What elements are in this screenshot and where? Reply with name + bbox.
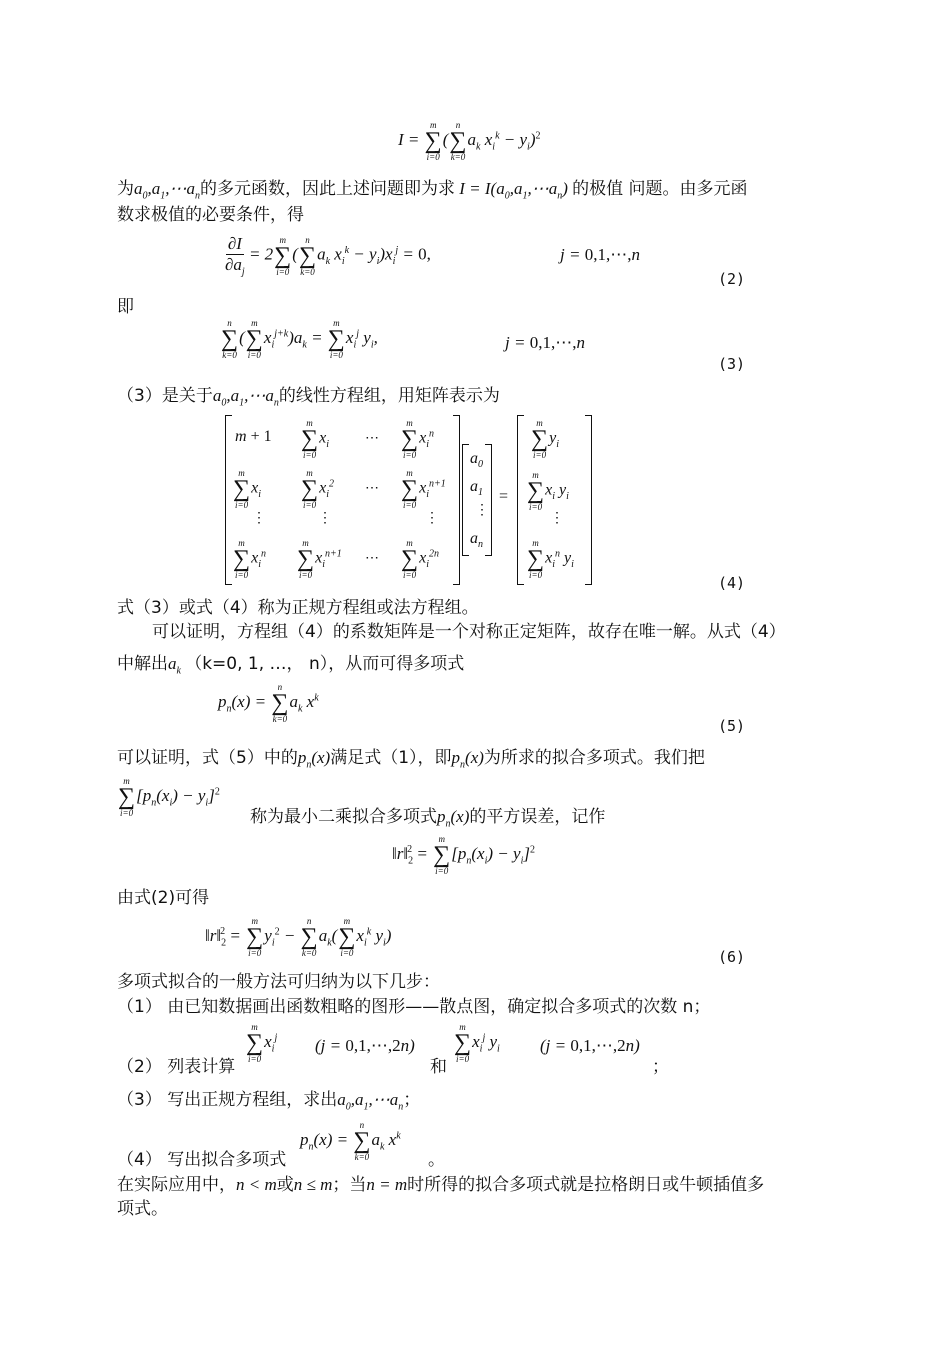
matrix-cell: m ∑ i=0 $x_i$ bbox=[233, 468, 261, 510]
paragraph-last bbox=[117, 1174, 764, 1196]
vector-cell: $a_1$ bbox=[470, 478, 483, 499]
step-4: （4） 写出拟合多项式 bbox=[117, 1150, 287, 1170]
step-4-poly: $p_n(x)$ = n ∑ k=0 $a_k$ $x^k$ bbox=[300, 1120, 401, 1162]
text: 为所求的拟合多项式。我们把 bbox=[483, 748, 705, 768]
equation-number-2: (2) bbox=[718, 270, 746, 288]
inline-math: $p_n(x)$ bbox=[451, 748, 484, 771]
matrix-bracket-left bbox=[225, 415, 232, 585]
text: 的平方误差，记作 bbox=[469, 807, 606, 827]
matrix-cell: m ∑ i=0 $x_i^n$ bbox=[233, 538, 266, 580]
equation-3-range: j = 0,1,⋯,n bbox=[505, 333, 585, 352]
inline-math: n = m bbox=[366, 1175, 408, 1194]
text: 的极值 问题。由多元函 bbox=[572, 179, 748, 199]
vector-cell: m ∑ i=0 $y_i$ bbox=[531, 418, 559, 460]
inline-math: $p_n(x)$ bbox=[437, 807, 470, 830]
text: 称为最小二乘拟合多项式 bbox=[250, 807, 437, 827]
inline-math: $a_0,a_1,\cdots a_n$ bbox=[337, 1090, 404, 1113]
step-2-end: ； bbox=[652, 1057, 669, 1077]
paragraph-9: 多项式拟合的一般方法可归纳为以下几步： bbox=[117, 972, 440, 992]
matrix-equation-4 bbox=[0, 0, 950, 600]
matrix-cell: ⋯ bbox=[365, 481, 379, 496]
equation-number-4: (4) bbox=[718, 574, 746, 592]
step-2-range-1: (j = 0,1,⋯,2n) bbox=[315, 1036, 415, 1055]
matrix-cell: ⋮ bbox=[425, 511, 439, 526]
matrix-cell: ⋮ bbox=[318, 511, 332, 526]
matrix-cell: m + 1 bbox=[235, 428, 272, 445]
paragraph-1-cont: 数求极值的必要条件，得 bbox=[117, 205, 304, 225]
equals-sign: = bbox=[499, 488, 509, 505]
matrix-cell: m ∑ i=0 $x_i^n$ bbox=[401, 418, 434, 460]
equation-2: $\frac{\partial I}{\partial a_j}$ = 2 m ∑ i=0 ( n ∑ k=0 $a_k$ $x_i^k - y_i)x_i^j = 0$, bbox=[225, 234, 431, 278]
matrix-cell: ⋯ bbox=[365, 431, 379, 446]
equation-number-5: (5) bbox=[718, 717, 746, 735]
step-2-range-2: (j = 0,1,⋯,2n) bbox=[540, 1036, 640, 1055]
inline-math: n < m bbox=[236, 1175, 277, 1194]
vector-cell: $a_n$ bbox=[470, 530, 483, 551]
text: 的多元函数，因此上述问题即为求 bbox=[200, 179, 455, 199]
paragraph-5: 可以证明，方程组（4）的系数矩阵是一个对称正定矩阵，故存在唯一解。从式（4） bbox=[152, 622, 786, 642]
matrix-cell: m ∑ i=0 $x_i^{n+1}$ bbox=[297, 538, 342, 580]
equation-5: $p_n(x)$ = n ∑ k=0 $a_k$ $x^k$ bbox=[218, 682, 319, 724]
step-2-sum-1: m ∑ i=0 $x_i^j$ bbox=[246, 1022, 278, 1064]
sum-squared-error: m ∑ i=0 $[p_n(x_i) - y_i]^2$ bbox=[118, 776, 220, 818]
matrix-cell: m ∑ i=0 $x_i^{n+1}$ bbox=[401, 468, 446, 510]
matrix-cell: ⋮ bbox=[252, 511, 266, 526]
text: 在实际应用中， bbox=[117, 1175, 236, 1195]
text: 中解出 bbox=[117, 654, 168, 674]
step-3 bbox=[117, 1089, 420, 1118]
text: 的线性方程组，用矩阵表示为 bbox=[278, 386, 500, 406]
equation-6: $‖r‖_2^2$ = m ∑ i=0 $y_i^2$ − n ∑ k=0 $a_k$( m ∑ i=0 $x_i^k$ $y_i$) bbox=[205, 916, 392, 958]
matrix-cell: m ∑ i=0 $x_i^2$ bbox=[301, 468, 334, 510]
matrix-bracket-right bbox=[453, 415, 460, 585]
inline-math: $a_k$ bbox=[168, 654, 181, 677]
vector-cell: m ∑ i=0 $x_i^n$ $y_i$ bbox=[527, 538, 574, 580]
inline-math: $I = I(a_0,a_1,\cdots a_n)$ bbox=[455, 179, 573, 202]
vector-cell: $a_0$ bbox=[470, 450, 483, 471]
step-2-sum-2: m ∑ i=0 $x_i^j$ $y_i$ bbox=[454, 1022, 500, 1064]
text: 可以证明，式（5）中的 bbox=[117, 748, 298, 768]
text: （3） 写出正规方程组，求出 bbox=[117, 1090, 338, 1110]
paragraph-6 bbox=[117, 747, 705, 776]
equation-number-6: (6) bbox=[718, 948, 746, 966]
equation-I: I = m ∑ i=0 ( n ∑ k=0 $a_k$ $x_i^k - y_i)^2$ bbox=[398, 120, 541, 162]
step-1: （1） 由已知数据画出函数粗略的图形——散点图，确定拟合多项式的次数 n； bbox=[117, 997, 711, 1017]
vector-cell: ⋮ bbox=[475, 503, 489, 518]
inline-math: $a_0,a_1,\cdots a_n$ bbox=[212, 386, 279, 409]
paragraph-7 bbox=[250, 806, 605, 835]
vector-rhs-bracket-left bbox=[517, 415, 524, 585]
inline-math: $a_0,a_1,\cdots a_n$ bbox=[134, 179, 200, 202]
paragraph-last-cont: 项式。 bbox=[117, 1199, 168, 1219]
inline-math: n ≤ m bbox=[293, 1175, 333, 1194]
matrix-cell: m ∑ i=0 $x_i$ bbox=[301, 418, 329, 460]
vector-cell: m ∑ i=0 $x_i$ $y_i$ bbox=[527, 470, 569, 512]
paragraph-4: 式（3）或式（4）称为正规方程组或法方程组。 bbox=[117, 598, 479, 618]
text-ji: 即 bbox=[117, 297, 134, 317]
vector-rhs-bracket-right bbox=[585, 415, 592, 585]
text: 为 bbox=[117, 179, 134, 199]
equation-norm: $‖r‖_2^2$ = m ∑ i=0 $[p_n(x_i) - y_i]^2$ bbox=[392, 834, 535, 876]
vector-a-bracket-left bbox=[462, 444, 469, 556]
text: （3）是关于 bbox=[117, 386, 213, 406]
vector-cell: ⋮ bbox=[550, 511, 564, 526]
equation-2-range: j = 0,1,⋯,n bbox=[560, 245, 640, 264]
vector-a-bracket-right bbox=[485, 444, 492, 556]
paragraph-5-cont bbox=[117, 653, 464, 682]
text: ； bbox=[403, 1090, 421, 1110]
step-2-and: 和 bbox=[430, 1057, 447, 1077]
matrix-cell: ⋯ bbox=[365, 551, 379, 566]
text: 或 bbox=[276, 1175, 294, 1195]
step-2: （2） 列表计算 bbox=[117, 1057, 236, 1077]
text: （k=0, 1, …， n），从而可得多项式 bbox=[185, 654, 465, 674]
matrix-cell: m ∑ i=0 $x_i^{2n}$ bbox=[401, 538, 439, 580]
text: 时所得的拟合多项式就是拉格朗日或牛顿插值多 bbox=[407, 1175, 765, 1195]
paragraph-8: 由式(2)可得 bbox=[117, 888, 210, 908]
equation-number-3: (3) bbox=[718, 355, 746, 373]
equation-3: n ∑ k=0 ( m ∑ i=0 $x_i^{j+k})a_k$ = m ∑ i=0 $x_i^j$ $y_i$, bbox=[221, 318, 378, 360]
inline-math: $p_n(x)$ bbox=[297, 748, 331, 771]
text: ；当 bbox=[332, 1175, 367, 1195]
step-4-end: 。 bbox=[428, 1150, 445, 1170]
text: 满足式（1），即 bbox=[330, 748, 452, 768]
